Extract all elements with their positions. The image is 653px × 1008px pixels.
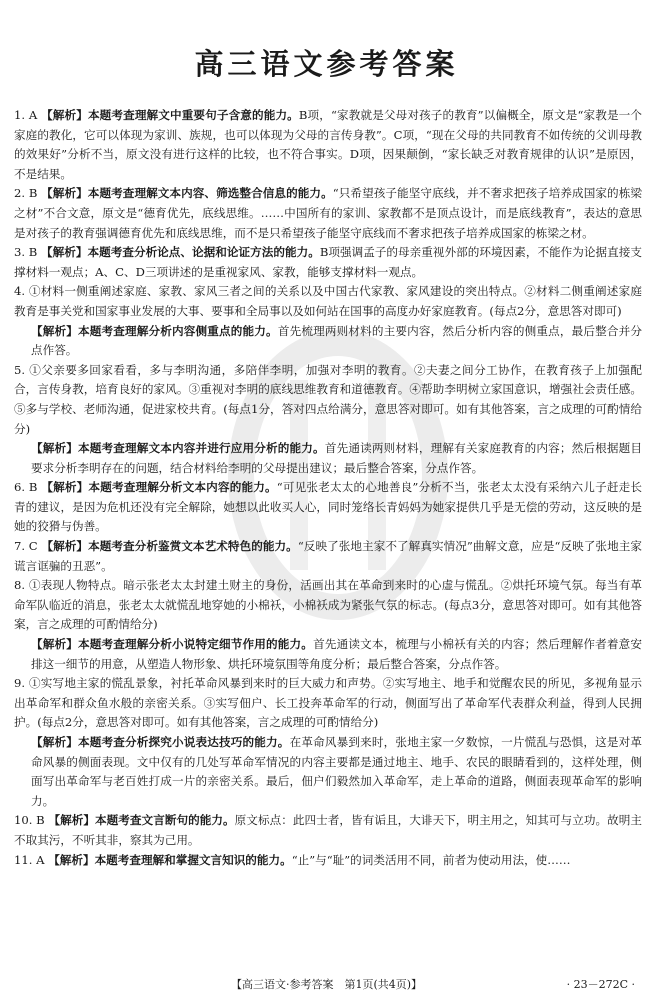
analysis-focus: 本题考查文言断句的能力。: [95, 813, 235, 828]
answer-text: 首先梳理两则材料的主要内容，然后分析内容的侧重点，最后整合并分点作答。: [31, 323, 642, 358]
analysis-focus: 本题考查理解文中重要句子含意的能力。: [87, 108, 299, 122]
answer-item: [14, 674, 642, 733]
answer-analysis: [14, 635, 642, 674]
answer-number: 3. B: [14, 245, 38, 260]
answer-text: ①父亲要多回家看看，多与李明沟通，多陪伴李明，加强对李明的教育。②夫妻之间分工协作，在教育孩子上加强配合，言传身教，培育良好的家风。③重视对李明的底线思维教育和道德教育。④帮助李明树立家国意识，增强社会责任感。⑤多与学校、老师沟通，促进家校共育。(每点1分，答对四点给满分，意思答对即可。如有其他答案，言之成理的可酌情给分): [14, 362, 642, 436]
answer-item: [14, 576, 642, 635]
answer-number: 6. B: [14, 480, 38, 495]
answer-number: 9.: [14, 676, 26, 691]
answer-text: B项强调孟子的母亲重视外部的环境因素，不能作为论据直接支撑材料一观点；A、C、D三项讲述的是重视家风、家教，能够支撑材料一观点。: [14, 245, 642, 279]
answer-text: B项，“家教就是父母对孩子的教育”以偏概全，原文是“家教是一个家庭的教化，它可以体现为家训、族规，也可以体现为父母的言传身教”。C项，“现在父母的共同教育不如传统的父训母教的效果好”分析不当，原文没有进行这样的比较，也不符合事实。D项，因果颠倒，“家长缺乏对教育规律的认识”是原因，不是结果。: [14, 108, 642, 181]
answer-item: [14, 282, 642, 321]
answer-text: 首先通读两则材料，理解有关家庭教育的内容；然后根据题目要求分析李明存在的问题，结合材料给李明的父母提出建议；最后整合答案，分点作答。: [31, 441, 642, 475]
answer-item: [14, 537, 642, 576]
analysis-tag: 【解析】: [31, 441, 79, 456]
footer-code: · 23－272C ·: [566, 978, 635, 991]
analysis-focus: 本题考查分析论点、论据和论证方法的能力。: [87, 245, 320, 260]
analysis-focus: 本题考查理解文本内容、筛选整合信息的能力。: [87, 186, 333, 201]
answer-number: 8.: [14, 578, 26, 593]
answer-analysis: [14, 322, 642, 361]
analysis-tag: 【解析】: [41, 186, 88, 201]
analysis-tag: 【解析】: [48, 813, 95, 828]
analysis-tag: 【解析】: [31, 735, 79, 749]
answer-item: [14, 243, 642, 282]
answer-text: ①实写地主家的慌乱景象，衬托革命风暴到来时的巨大威力和声势。②实写地主、地手和觉醒农民的所见，多视角显示出革命军和群众鱼水般的亲密关系。③实写佃户、长工投奔革命军的行动，侧面写出了革命军代表群众利益，得到人民拥护。(每点2分，意思答对即可。如有其他答案，言之成理的可酌情给分): [14, 676, 642, 730]
footer-page-info: 【高三语文·参考答案 第1页(共4页)】: [230, 978, 423, 991]
answer-analysis: [14, 439, 642, 478]
answer-number: 1. A: [14, 108, 38, 122]
analysis-tag: 【解析】: [41, 245, 88, 260]
analysis-focus: 本题考查理解分析小说特定细节作用的能力。: [78, 637, 314, 652]
answer-text: “可见张老太太的心地善良”分析不当，张老太太没有采纳六儿子赶走长青的建议，是因为危机还没有完全解除，她想以此收买人心，同时笼络长青妈妈为她家提供几乎是无偿的劳动，这反映的是她的狡猾与伪善。: [14, 480, 642, 534]
answer-text: “止”与“耻”的词类活用不同，前者为使动用法，使……: [291, 852, 571, 867]
analysis-tag: 【解析】: [31, 637, 79, 652]
answer-list: [14, 106, 642, 870]
answer-item: [14, 361, 642, 439]
answer-item: [14, 478, 642, 537]
analysis-tag: 【解析】: [41, 539, 89, 554]
analysis-focus: 本题考查理解分析内容侧重点的能力。: [78, 323, 278, 338]
analysis-tag: 【解析】: [41, 108, 88, 122]
analysis-tag: 【解析】: [31, 323, 79, 338]
answer-text: 在革命风暴到来时，张地主家一夕数惊，一片慌乱与恐惧，这是对革命风暴的侧面表现。文中仅有的几处写革命军情况的内容主要都是通过地主、地手、农民的眼睛看到的，这样处理，侧面写出革命军与老百姓打成一片的亲密关系。最后，佃户们毅然加入革命军，走上革命的道路，侧面表现革命军的影响力。: [31, 735, 642, 808]
answer-number: 2. B: [14, 186, 38, 201]
analysis-focus: 本题考查分析鉴赏文本艺术特色的能力。: [88, 539, 298, 554]
answer-text: 首先通读文本，梳理与小棉袄有关的内容；然后理解作者着意安排这一细节的用意，从塑造人物形象、烘托环境氛围等角度分析；最后整合答案，分点作答。: [31, 637, 642, 671]
answer-number: 4.: [14, 284, 26, 299]
analysis-focus: 本题考查分析探究小说表达技巧的能力。: [78, 735, 290, 749]
answer-item: [14, 106, 642, 184]
answer-number: 5.: [14, 362, 26, 377]
analysis-focus: 本题考查理解文本内容并进行应用分析的能力。: [78, 441, 325, 456]
answer-number: 10. B: [14, 813, 45, 828]
answer-item: [14, 851, 642, 871]
analysis-focus: 本题考查理解和掌握文言知识的能力。: [94, 852, 292, 867]
analysis-tag: 【解析】: [41, 480, 89, 495]
answer-item: [14, 811, 642, 850]
answer-analysis: [14, 733, 642, 811]
page-title: 高三语文参考答案: [194, 47, 459, 81]
answer-text: “反映了张地主家不了解真实情况”曲解文意，应是“反映了张地主家谎言诓骗的丑恶”。: [14, 539, 642, 573]
answer-text: 原文标点：此四士者，皆有诟且，大诽天下，明主用之，知其可与立功。故明主不取其污，不听其非，察其为己用。: [14, 813, 642, 847]
analysis-focus: 本题考查理解分析文本内容的能力。: [88, 480, 277, 495]
analysis-tag: 【解析】: [48, 852, 95, 867]
answer-number: 11. A: [14, 852, 45, 867]
answer-text: “只希望孩子能坚守底线，并不奢求把孩子培养成国家的栋梁之材”不合文意，原文是“德育优先，底线思维。……中国所有的家训、家教都不是顶点设计，而是底线教育”，表达的意思是对孩子的教育强调德育优先和底线思维，而不是只希望孩子能坚守底线而不奢求把孩子培养成国家的栋梁之材。: [14, 186, 642, 240]
answer-item: [14, 184, 642, 243]
answer-text: ①材料一侧重阐述家庭、家教、家风三者之间的关系以及中国古代家教、家风建设的突出特点。②材料二侧重阐述家庭教育是事关党和国家事业发展的大事、要事和全局事以及如何站在国事的高度办好家庭教育。(每点2分，意思答对即可): [14, 284, 642, 318]
answer-text: ①表现人物特点。暗示张老太太封建土财主的身份，活画出其在革命到来时的心虚与慌乱。②烘托环境气氛。每当有革命军队临近的消息，张老太太就慌乱地穿她的小棉袄，小棉袄成为紧张气氛的标志。(每点3分，意思答对即可。如有其他答案，言之成理的可酌情给分): [14, 578, 642, 632]
answer-number: 7. C: [14, 539, 38, 554]
